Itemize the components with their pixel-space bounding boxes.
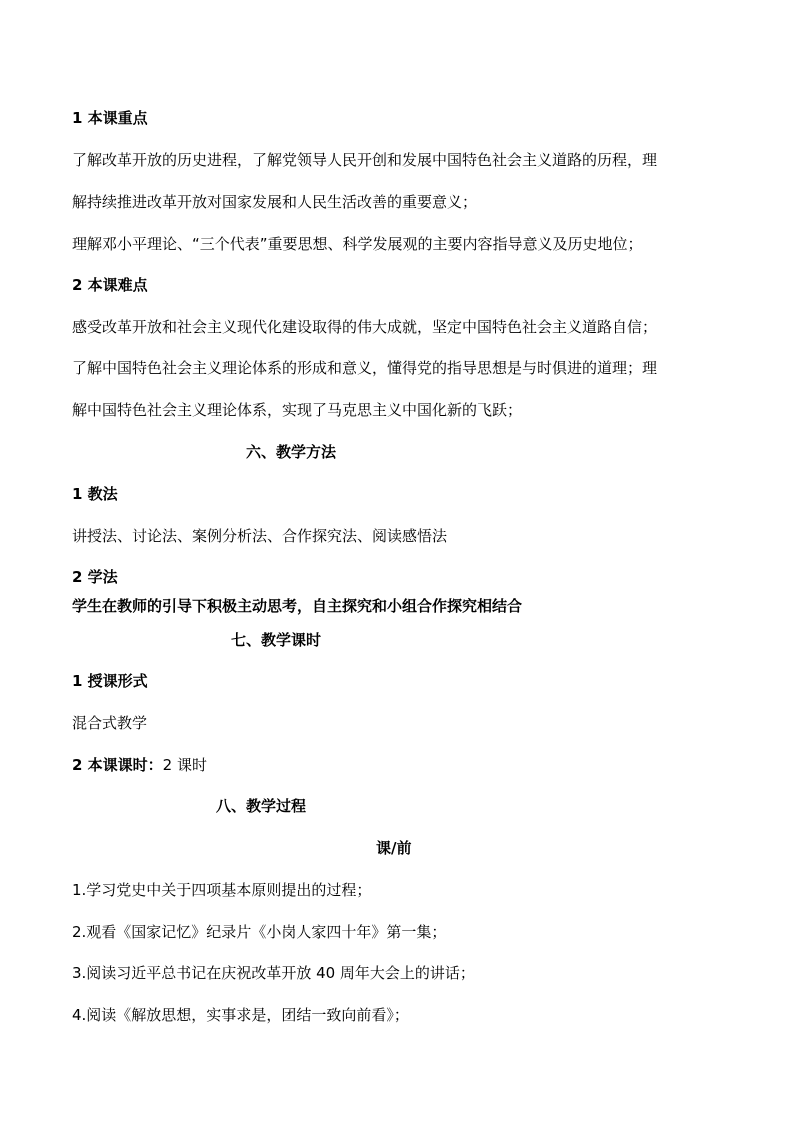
class-hours-line xyxy=(72,755,207,775)
learning-method-heading: 2 学法 xyxy=(72,568,118,586)
list-item: 4.阅读《解放思想，实事求是，团结一致向前看》； xyxy=(72,1006,409,1024)
teaching-form-text: 混合式教学 xyxy=(72,714,148,732)
section-title-methods: 六、教学方法 xyxy=(246,443,337,461)
teaching-form-heading: 1 授课形式 xyxy=(72,672,148,690)
section-title-hours: 七、教学课时 xyxy=(231,631,322,649)
focus-paragraph-line: 了解改革开放的历史进程，了解党领导人民开创和发展中国特色社会主义道路的历程，理 xyxy=(72,151,658,169)
focus-paragraph-line: 解持续推进改革开放对国家发展和人民生活改善的重要意义； xyxy=(72,193,478,211)
class-hours-label: 2 本课课时： xyxy=(72,756,163,774)
learning-method-text: 学生在教师的引导下积极主动思考，自主探究和小组合作探究相结合 xyxy=(72,597,523,615)
difficulty-heading: 2 本课难点 xyxy=(72,276,148,294)
difficulty-paragraph-line: 了解中国特色社会主义理论体系的形成和意义，懂得党的指导思想是与时俱进的道理；理 xyxy=(72,359,658,377)
process-subtitle: 课/前 xyxy=(376,839,412,857)
class-hours-value: 2 课时 xyxy=(162,756,207,774)
list-item: 3.阅读习近平总书记在庆祝改革开放 40 周年大会上的讲话； xyxy=(72,964,475,982)
list-item: 1.学习党史中关于四项基本原则提出的过程； xyxy=(72,881,372,899)
difficulty-paragraph-line: 解中国特色社会主义理论体系，实现了马克思主义中国化新的飞跃； xyxy=(72,401,523,419)
difficulty-paragraph: 感受改革开放和社会主义现代化建设取得的伟大成就，坚定中国特色社会主义道路自信； xyxy=(72,318,658,336)
list-item: 2.观看《国家记忆》纪录片《小岗人家四十年》第一集； xyxy=(72,923,447,941)
section-title-process: 八、教学过程 xyxy=(216,797,307,815)
teaching-method-heading: 1 教法 xyxy=(72,485,118,503)
teaching-method-text: 讲授法、讨论法、案例分析法、合作探究法、阅读感悟法 xyxy=(72,527,448,545)
focus-paragraph: 理解邓小平理论、“三个代表”重要思想、科学发展观的主要内容指导意义及历史地位； xyxy=(72,235,643,253)
focus-heading: 1 本课重点 xyxy=(72,109,148,127)
